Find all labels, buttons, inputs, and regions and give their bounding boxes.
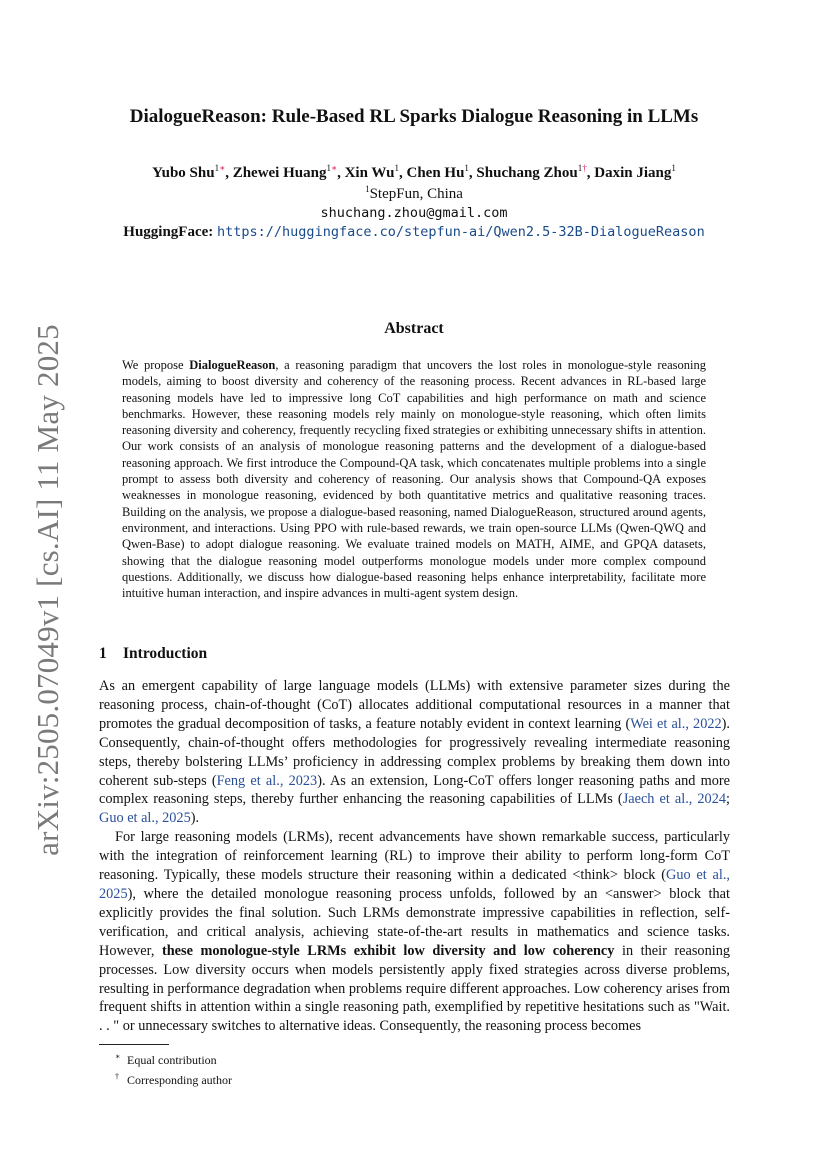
citation-link[interactable]: Wei et al., 2022 xyxy=(630,715,722,732)
huggingface-link[interactable]: https://huggingface.co/stepfun-ai/Qwen2.5-32B-DialogueReason xyxy=(217,224,705,240)
footnote-divider xyxy=(99,1044,169,1045)
abstract-heading: Abstract xyxy=(384,320,444,337)
abstract-body: We propose DialogueReason, a reasoning paradigm that uncovers the lost roles in monologue-style reasoning models, aiming to boost diversity and coherency of the reasoning process. Recent advances in RL-based large reasoning models have led to impressive long CoT capabilities and high performance on math and science benchmarks. However, these reasoning models rely mainly on monologue-style reasoning, which often limits reasoning diversity and coherency, frequently recycling fixed strategies or exhibiting unnecessary shifts in attention. Our work consists of an analysis of monologue reasoning patterns and the development of a dialogue-based reasoning approach. We first introduce the Compound-QA task, which concatenates multiple problems into a single prompt to assess both diversity and coherency of reasoning. Our analysis shows that Compound-QA exposes weaknesses in monologue reasoning, evidenced by both quantitative metrics and qualitative reasoning traces. Building on the analysis, we propose a dialogue-based reasoning, named DialogueReason, structured around agents, environment, and interactions. Using PPO with rule-based rewards, we train open-source LLMs (Qwen-QWQ and Qwen-Base) to adopt dialogue reasoning. We evaluate trained models on MATH, AIME, and GPQA datasets, showing that the dialogue reasoning model outperforms monologue models under more complex compound questions. Additionally, we discuss how dialogue-based reasoning helps enhance interpretability, facilitate more intuitive human interaction, and inspire advances in multi-agent system design. xyxy=(122,358,706,601)
author: Xin Wu$^1$ xyxy=(344,163,399,181)
citation-link[interactable]: Feng et al., 2023 xyxy=(216,772,318,789)
citation-link[interactable]: Jaech et al., 2024 xyxy=(622,791,727,808)
section-heading: 1 Introduction xyxy=(99,645,208,662)
footnote: † Corresponding author xyxy=(115,1071,232,1087)
author-list: Yubo Shu$^{1∗}$, Zhewei Huang$^{1∗}$, Xin Wu$^1$, Chen Hu$^1$, Shuchang Zhou$^{1\dagger}$, Daxin Jiang$^1$ xyxy=(152,163,676,181)
arxiv-identifier-stamp: arXiv:2505.07049v1 [cs.AI] 11 May 2025 xyxy=(30,324,65,856)
footnote: ∗ Equal contribution xyxy=(115,1052,217,1067)
method-name: DialogueReason xyxy=(189,358,276,372)
introduction-body xyxy=(99,677,730,1036)
paper-title: DialogueReason: Rule-Based RL Sparks Dialogue Reasoning in LLMs xyxy=(129,106,699,127)
footnotes xyxy=(115,1049,232,1088)
citation-link[interactable]: Guo et al., 2025 xyxy=(99,867,730,902)
paragraph: For large reasoning models (LRMs), recent advancements have shown remarkable success, particularly with the integration of reinforcement learning (RL) to improve their ability to perform long-form CoT reasoning. Typically, these models structure their reasoning within a dedicated <think> block (Guo et al., 2025), where the detailed monologue reasoning process unfolds, followed by an <answer> block that explicitly provides the final solution. Such LRMs demonstrate impressive capabilities in reflection, self-verification, and critical analysis, achieving state-of-the-art results in mathematics and science tasks. However, these monologue-style LRMs exhibit low diversity and low coherency in their reasoning processes. Low diversity occurs when models persistently apply fixed strategies across diverse problems, resulting in performance degradation when problems require different approaches. Low coherency arises from frequent shifts in attention within a single reasoning path, exemplified by repetitive hesitations such as "Wait. . . " or unnecessary switches to alternative ideas. Consequently, the reasoning process becomes xyxy=(99,829,730,1035)
author: Yubo Shu$^{1∗}$ xyxy=(152,163,226,181)
emphasis: these monologue-style LRMs exhibit low diversity and low coherency xyxy=(161,942,615,959)
affiliation: $^1$StepFun, China xyxy=(365,184,463,202)
huggingface-line xyxy=(0,224,828,241)
paragraph: As an emergent capability of large language models (LLMs) with extensive parameter sizes during the reasoning process, chain-of-thought (CoT) allocates additional computational resources in a manner that promotes the gradual decomposition of tasks, a feature notably evident in context learning (Wei et al., 2022). Consequently, chain-of-thought offers methodologies for progressively revealing intermediate reasoning steps, thereby bolstering LLMs’ proficiency in addressing complex problems by breaking them down into coherent sub-steps (Feng et al., 2023). As an extension, Long-CoT offers longer reasoning paths and more complex reasoning steps, thereby further enhancing the reasoning capabilities of LLMs (Jaech et al., 2024; Guo et al., 2025). xyxy=(99,678,731,827)
author: Shuchang Zhou$^{1\dagger}$ xyxy=(476,163,587,181)
author: Zhewei Huang$^{1∗}$ xyxy=(232,163,338,181)
author: Daxin Jiang$^1$ xyxy=(594,163,676,181)
author: Chen Hu$^1$ xyxy=(406,163,469,181)
huggingface-label: HuggingFace: xyxy=(123,224,214,240)
citation-link[interactable]: Guo et al., 2025 xyxy=(99,810,191,827)
contact-email[interactable]: shuchang.zhou@gmail.com xyxy=(320,205,508,221)
